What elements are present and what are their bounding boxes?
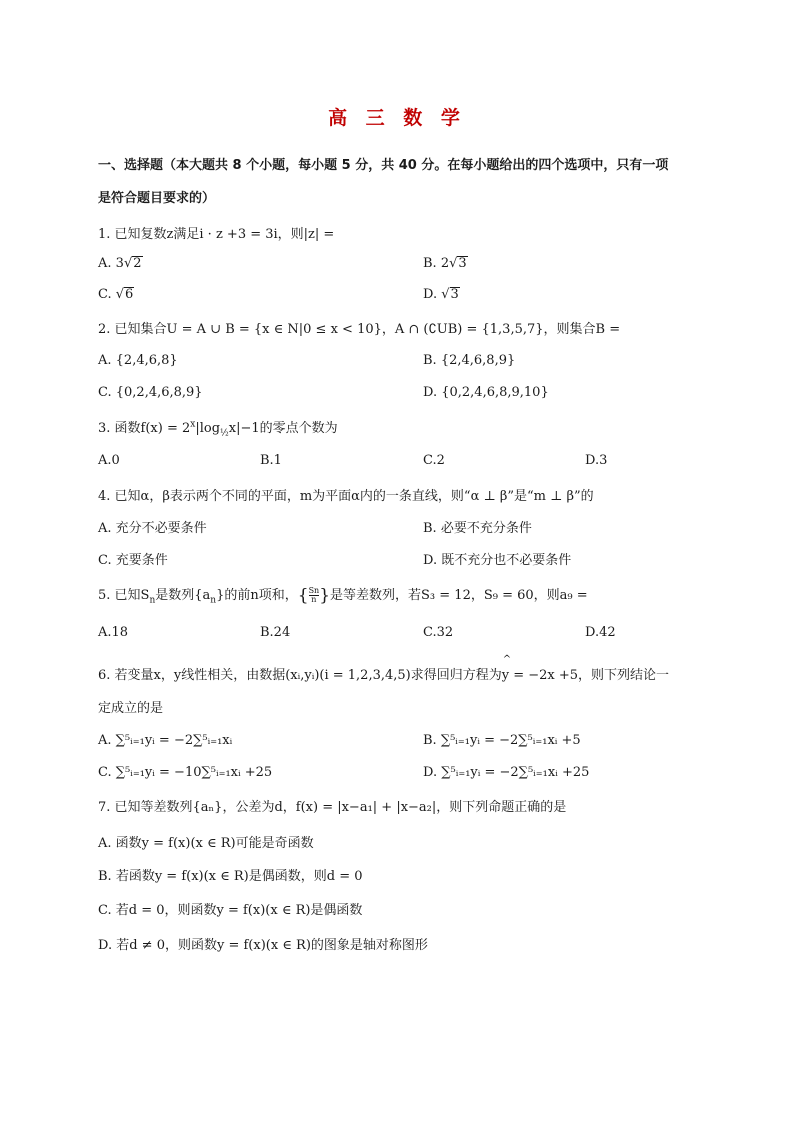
question-3-option-c[interactable]: C.2 <box>423 453 445 468</box>
question-6-stem-line2: 定成立的是 <box>98 701 164 716</box>
option-text: C. <box>98 287 116 302</box>
question-6-option-a[interactable]: A. ∑⁵ᵢ₌₁yᵢ = −2∑⁵ᵢ₌₁xᵢ <box>98 733 233 748</box>
stem-text: 6. 若变量x，y线性相关，由数据(xᵢ,yᵢ)(i = 1,2,3,4,5)求得回归方程为 <box>98 668 502 683</box>
question-4-option-b[interactable]: B. 必要不充分条件 <box>423 521 532 536</box>
question-7-stem: 7. 已知等差数列{aₙ}，公差为d，f(x) = |x−a₁| + |x−a₂|，则下列命题正确的是 <box>98 800 567 815</box>
stem-text: 是数列{a <box>155 588 211 603</box>
question-4-option-d[interactable]: D. 既不充分也不必要条件 <box>423 553 572 568</box>
question-7-option-b[interactable]: B. 若函数y = f(x)(x ∈ R)是偶函数，则d = 0 <box>98 869 363 884</box>
question-4-stem: 4. 已知α，β表示两个不同的平面，m为平面α内的一条直线，则“α ⊥ β”是“m ⊥ β”的 <box>98 489 594 504</box>
right-brace: } <box>319 585 331 606</box>
radicand: 2 <box>133 256 142 271</box>
section-heading-line2: 是符合题目要求的） <box>98 191 216 206</box>
question-3-stem <box>98 417 338 439</box>
stem-text: 3. 函数f(x) = 2 <box>98 421 191 436</box>
stem-sub: n <box>149 595 156 606</box>
question-6-option-c[interactable]: C. ∑⁵ᵢ₌₁yᵢ = −10∑⁵ᵢ₌₁xᵢ +25 <box>98 765 273 780</box>
question-1-option-a[interactable]: A. 3√2 <box>98 256 142 271</box>
stem-text: 5. 已知S <box>98 588 150 603</box>
question-4-option-c[interactable]: C. 充要条件 <box>98 553 168 568</box>
question-1-option-d[interactable]: D. √3 <box>423 287 459 302</box>
question-2-option-a[interactable]: A. {2,4,6,8} <box>98 353 178 368</box>
fraction <box>309 587 320 604</box>
question-7-option-a[interactable]: A. 函数y = f(x)(x ∈ R)可能是奇函数 <box>98 836 314 851</box>
question-3-option-a[interactable]: A.0 <box>98 453 120 468</box>
question-1-option-c[interactable]: C. √6 <box>98 287 134 302</box>
question-1-option-b[interactable]: B. 2√3 <box>423 256 467 271</box>
question-6-option-d[interactable]: D. ∑⁵ᵢ₌₁yᵢ = −2∑⁵ᵢ₌₁xᵢ +25 <box>423 765 590 780</box>
stem-text: 是等差数列，若S₃ = 12，S₉ = 60，则a₉ = <box>330 588 588 603</box>
fraction-numerator: Sn <box>308 586 320 595</box>
question-7-option-c[interactable]: C. 若d = 0，则函数y = f(x)(x ∈ R)是偶函数 <box>98 903 363 918</box>
question-6-stem <box>98 664 669 683</box>
question-2-option-c[interactable]: C. {0,2,4,6,8,9} <box>98 385 203 400</box>
question-2-option-b[interactable]: B. {2,4,6,8,9} <box>423 353 516 368</box>
question-5-option-a[interactable]: A.18 <box>98 625 129 640</box>
left-brace: { <box>297 585 309 606</box>
radicand: 3 <box>458 256 467 271</box>
question-5-option-b[interactable]: B.24 <box>260 625 291 640</box>
question-5-option-c[interactable]: C.32 <box>423 625 454 640</box>
section-heading-line1: 一、选择题（本大题共 8 个小题，每小题 5 分，共 40 分。在每小题给出的四个选项中，只有一项 <box>98 158 669 173</box>
radicand: 6 <box>125 287 134 302</box>
stem-text: = −2x +5，则下列结论一 <box>509 668 670 683</box>
stem-sub: n <box>210 595 217 606</box>
option-text: D. <box>423 287 442 302</box>
question-5-option-d[interactable]: D.42 <box>585 625 616 640</box>
fraction-denominator: n <box>311 595 317 604</box>
question-4-option-a[interactable]: A. 充分不必要条件 <box>98 521 207 536</box>
stem-sup: x <box>190 419 196 430</box>
question-2-stem: 2. 已知集合U = A ∪ B = {x ∈ N|0 ≤ x < 10}，A ∩ (∁UB) = {1,3,5,7}，则集合B = <box>98 322 621 337</box>
stem-text: }的前n项和， <box>216 588 298 603</box>
option-text: B. 2 <box>423 256 450 271</box>
question-1-stem: 1. 已知复数z满足i · z +3 = 3i，则|z| = <box>98 227 335 242</box>
question-7-option-d[interactable]: D. 若d ≠ 0，则函数y = f(x)(x ∈ R)的图象是轴对称图形 <box>98 938 428 953</box>
question-5-stem <box>98 584 588 606</box>
page-title: 高 三 数 学 <box>328 107 466 129</box>
y-hat: ^ y <box>502 668 509 683</box>
question-6-option-b[interactable]: B. ∑⁵ᵢ₌₁yᵢ = −2∑⁵ᵢ₌₁xᵢ +5 <box>423 733 581 748</box>
question-3-option-b[interactable]: B.1 <box>260 453 282 468</box>
stem-sub: ½ <box>220 428 229 439</box>
stem-text: |log <box>195 421 221 436</box>
question-2-option-d[interactable]: D. {0,2,4,6,8,9,10} <box>423 385 549 400</box>
stem-text: x|−1的零点个数为 <box>228 421 338 436</box>
option-text: A. 3 <box>98 256 124 271</box>
radicand: 3 <box>450 287 459 302</box>
question-3-option-d[interactable]: D.3 <box>585 453 608 468</box>
